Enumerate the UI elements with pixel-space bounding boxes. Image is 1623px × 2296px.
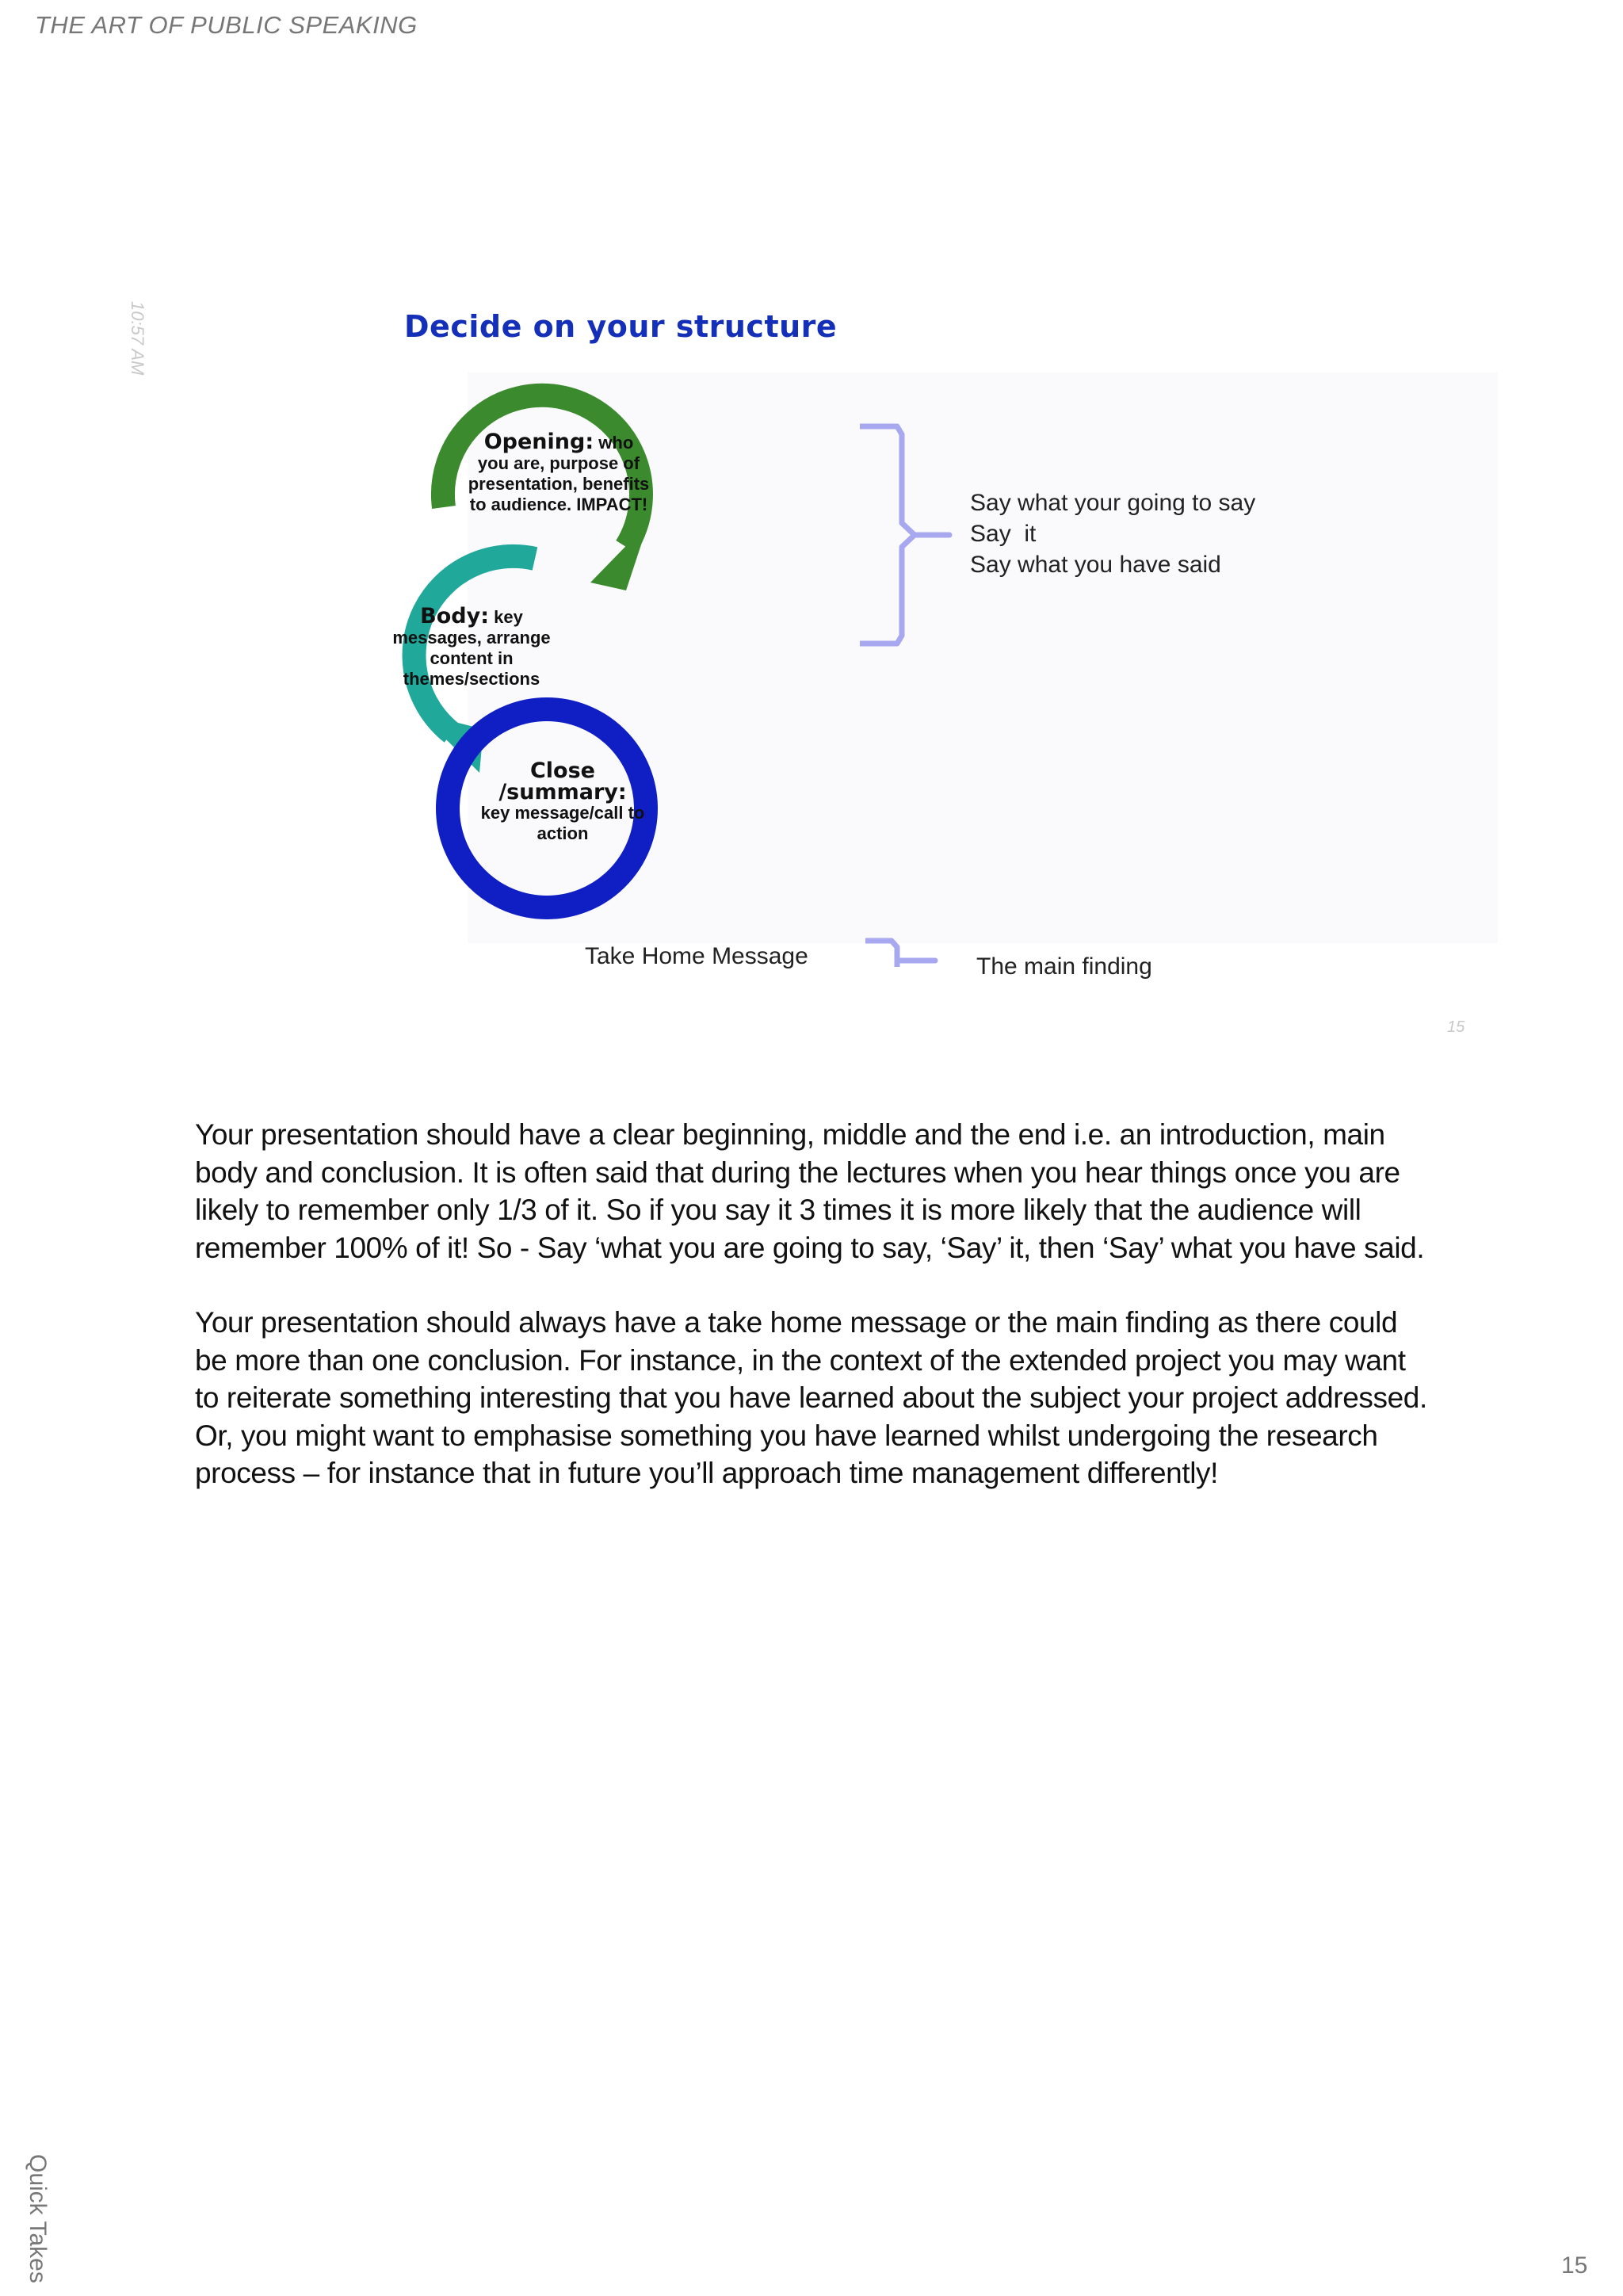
- close-description: key message/call to action: [480, 803, 645, 843]
- slide-number: 15: [1447, 1018, 1465, 1036]
- say-line: Say it: [970, 521, 1037, 547]
- body-text-block: [392, 606, 551, 713]
- opening-description: who you are, purpose of presentation, benefits to audience. IMPACT!: [468, 433, 650, 514]
- paragraph: Your presentation should have a clear beginning, middle and the end i.e. an introduction, main body and conclusion. It is often said that during the lectures when you hear things once you are likely to remember only 1/3 of it. So if you say it 3 times it is more likely that the audience will remember 100% of it! So - Say ‘what you are going to say, ‘Say’ it, then ‘Say’ what you have said.: [195, 1118, 1425, 1264]
- opening-text: [468, 432, 650, 515]
- structure-diagram: [119, 285, 991, 967]
- say-bracket: [860, 426, 949, 644]
- slide-date-stamp: 10:57 AM: [128, 301, 147, 376]
- main-finding-label: The main finding: [976, 953, 1152, 980]
- say-line: Say what your going to say: [970, 490, 1256, 516]
- take-home-label: Take Home Message: [585, 943, 808, 969]
- opening-arrowhead: [590, 523, 648, 590]
- body-copy: [195, 1116, 1431, 1530]
- side-label: Quick Takes: [25, 2154, 51, 2283]
- paragraph: Your presentation should always have a take home message or the main finding as there could be more than one conclusion. For instance, in the context of the extended project you may want to reiterate something interesting that you have learned about the subject your project addressed. Or, you might want to emphasise something you have learned whilst undergoing the research process – for instance that in future you’ll approach time management differently!: [195, 1306, 1427, 1489]
- finding-bracket: [865, 941, 935, 967]
- opening-heading: Opening:: [483, 430, 594, 454]
- structure-slide: [119, 285, 1482, 1062]
- slide-title: Decide on your structure: [404, 309, 838, 344]
- say-line: Say what you have said: [970, 552, 1221, 578]
- close-heading: Close: [529, 758, 595, 783]
- close-text: [468, 758, 658, 844]
- body-description: key messages, arrange content in themes/sections: [392, 607, 551, 689]
- body-heading: Body:: [420, 606, 489, 628]
- close-subheading: /summary:: [498, 780, 627, 804]
- running-head: THE ART OF PUBLIC SPEAKING: [35, 11, 418, 39]
- say-lines: [970, 487, 1255, 580]
- page-number: 15: [1561, 2252, 1588, 2279]
